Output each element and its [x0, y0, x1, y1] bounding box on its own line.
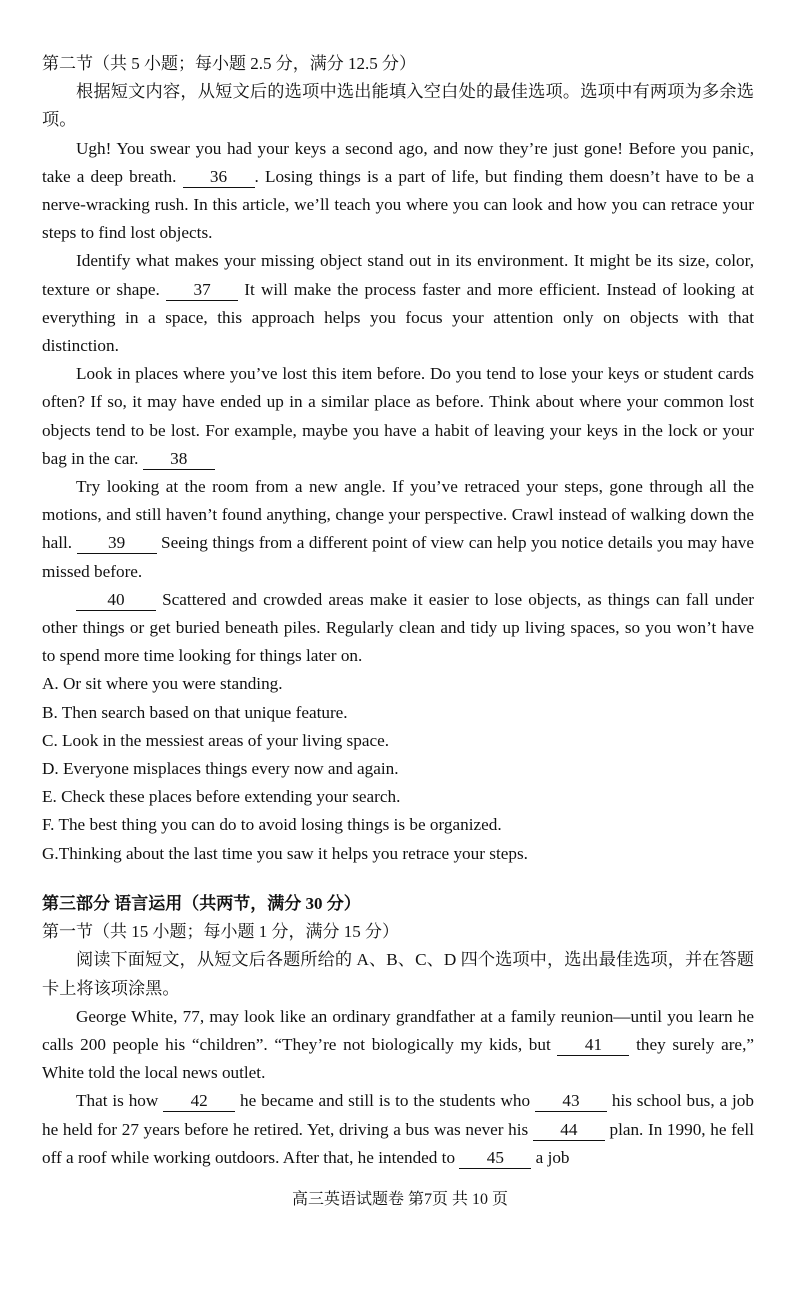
option-a: A. Or sit where you were standing. [42, 674, 283, 694]
blank-39: 39 [77, 533, 157, 554]
passage-paragraph-3: Look in places where you’ve lost this item before. Do you tend to lose your keys or student cards often? If so, it may have ended up in a similar place as before. Think about where your common lost objects tend to be lost. For example, maybe you have a habit of leaving your keys in the lock or your bag in the car. 38 [42, 364, 754, 468]
part3-section1-heading: 第一节（共 15 小题；每小题 1 分，满分 15 分） [42, 922, 399, 942]
option-f: F. The best thing you can do to avoid losing things is be organized. [42, 815, 502, 835]
part3-instruction: 阅读下面短文，从短文后各题所给的 A、B、C、D 四个选项中，选出最佳选项，并在答题卡上将该项涂黑。 [42, 950, 754, 998]
page-footer: 高三英语试题卷 第7页 共 10 页 [291, 1191, 508, 1208]
options-list [42, 670, 754, 867]
blank-41: 41 [557, 1035, 629, 1056]
cloze-paragraph-1: George White, 77, may look like an ordinary grandfather at a family reunion—until you learn he calls 200 people his “children”. “They’re not biologically my kids, but 41 they surely are,” White told the local news outlet. [42, 1006, 754, 1083]
blank-42: 42 [163, 1091, 235, 1112]
section-divider-space [42, 868, 754, 890]
blank-43: 43 [535, 1091, 607, 1112]
option-c: C. Look in the messiest areas of your living space. [42, 730, 390, 750]
blank-37: 37 [166, 280, 238, 301]
passage-paragraph-2: Identify what makes your missing object stand out in its environment. It might be its size, color, texture or shape. 37 It will make the process faster and more efficient. Instead of looking at everything in a space, this approach helps you focus your attention only on objects with that distinction. [42, 251, 754, 356]
option-d: D. Everyone misplaces things every now and again. [42, 759, 399, 779]
section2-heading: 第二节（共 5 小题；每小题 2.5 分，满分 12.5 分） [42, 54, 416, 73]
blank-45: 45 [459, 1148, 531, 1169]
blank-36: 36 [183, 167, 255, 188]
passage-paragraph-1: Ugh! You swear you had your keys a second ago, and now they’re just gone! Before you panic, take a deep breath. 36 . Losing things is a part of life, but finding them doesn’t have to be a nerve-wracking rush. In this article, we’ll teach you where you can look and how you can retrace your steps to find lost objects. [42, 138, 754, 243]
passage-paragraph-5: 40 Scattered and crowded areas make it easier to lose objects, as things can fall under other things or get buried beneath piles. Regularly clean and tidy up living spaces, so you won’t have to spend more time looking for things later on. [42, 589, 754, 666]
section2-instruction: 根据短文内容，从短文后的选项中选出能填入空白处的最佳选项。选项中有两项为多余选项。 [42, 82, 754, 130]
blank-38: 38 [143, 449, 215, 470]
part3-heading: 第三部分 语言运用（共两节，满分 30 分） [42, 893, 361, 913]
blank-40: 40 [76, 590, 156, 611]
blank-44: 44 [533, 1120, 605, 1141]
passage-paragraph-4: Try looking at the room from a new angle. If you’ve retraced your steps, gone through all the motions, and still haven’t found anything, change your perspective. Crawl instead of walking down the hall. 39 Seeing things from a different point of view can help you notice details you may have missed before. [42, 477, 754, 581]
option-g: G.Thinking about the last time you saw it helps you retrace your steps. [42, 843, 528, 863]
cloze-paragraph-2: That is how 42 he became and still is to the students who 43 his school bus, a job he held for 27 years before he retired. Yet, driving a bus was never his 44 plan. In 1990, he fell off a roof while working outdoors. After that, he intended to 45 a job [42, 1091, 754, 1167]
option-b: B. Then search based on that unique feature. [42, 702, 348, 722]
option-e: E. Check these places before extending your search. [42, 787, 401, 807]
